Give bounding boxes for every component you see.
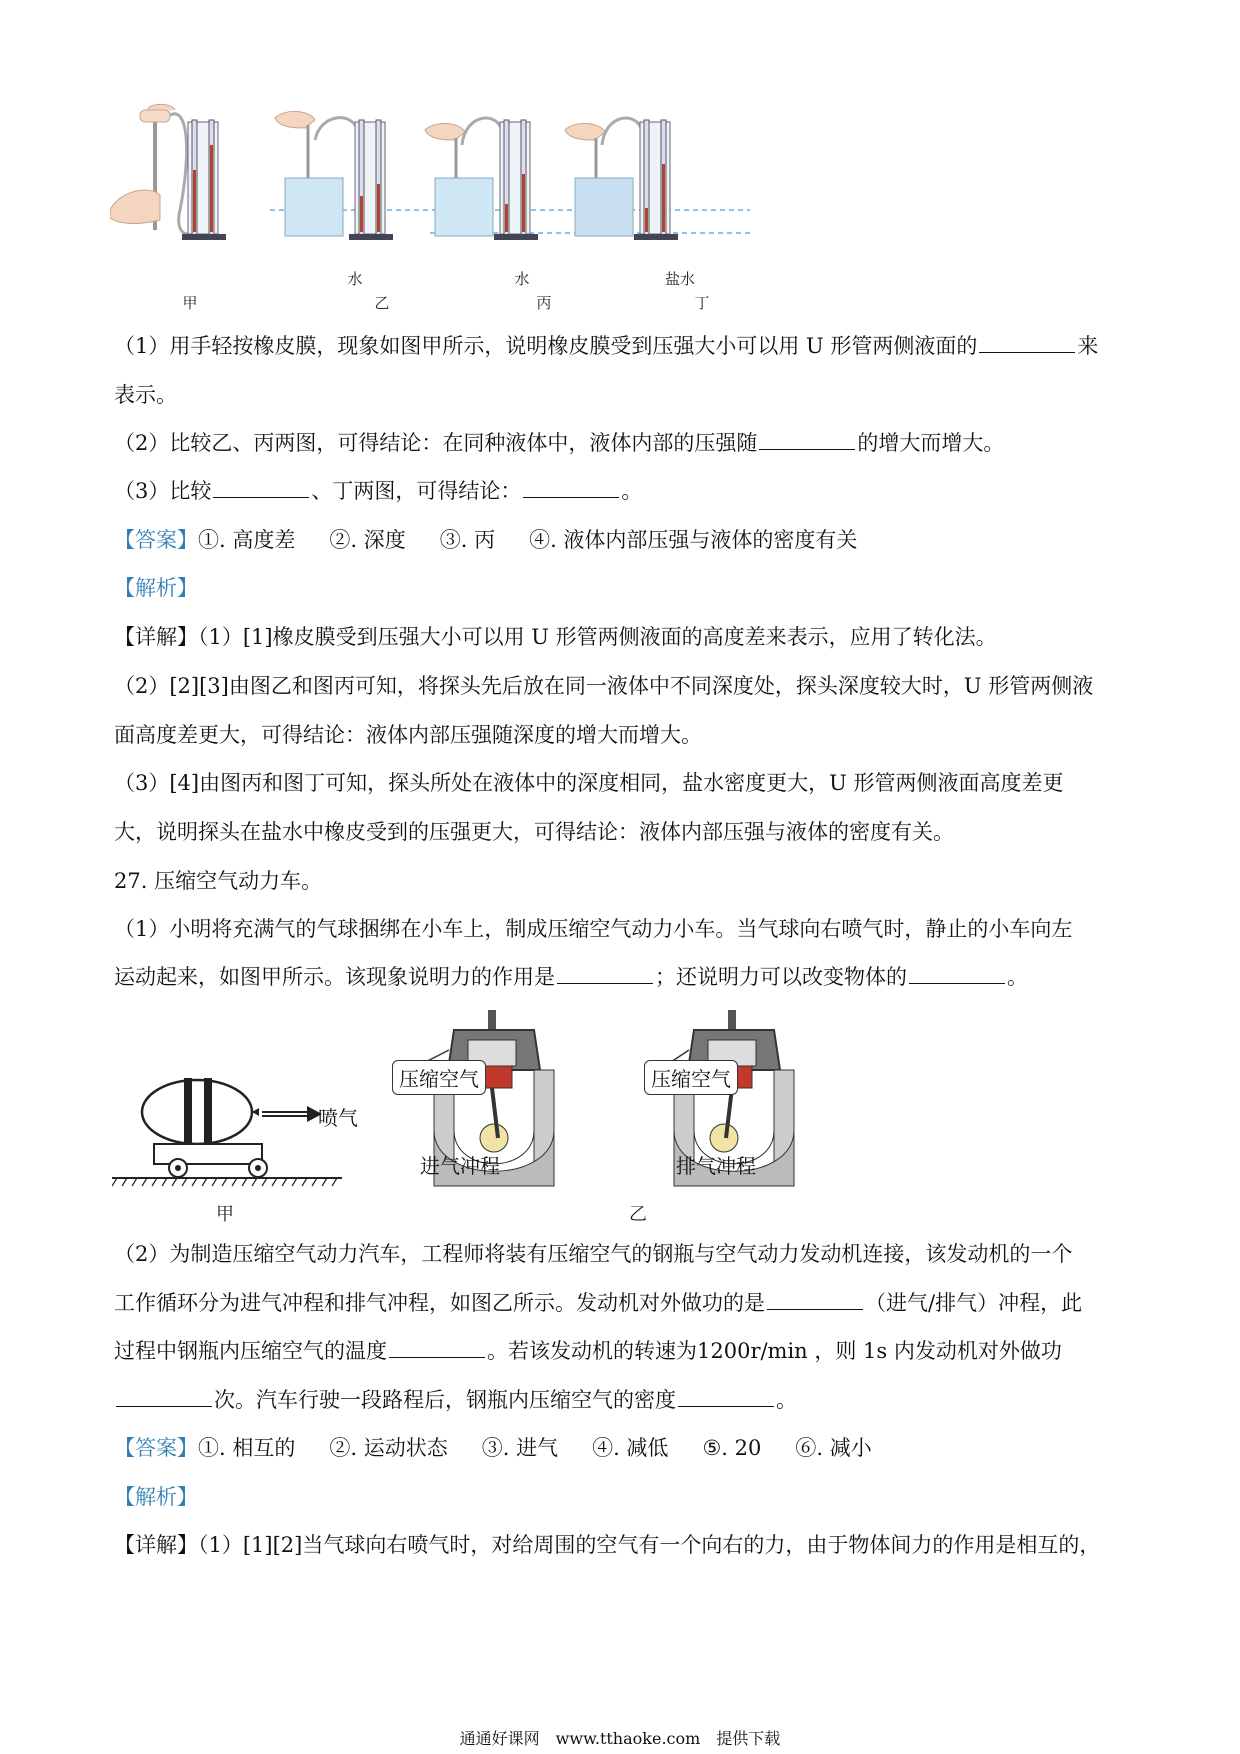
detail-text: （1）[1]橡皮膜受到压强大小可以用 U 形管两侧液面的高度差来表示，应用了转化法。 — [198, 625, 997, 649]
answer-blank[interactable] — [213, 479, 309, 498]
q26-part1-text: 表示。 — [114, 383, 177, 407]
q26-part2-text: 的增大而增大。 — [857, 431, 1005, 455]
detail-tag: 【详解】 — [114, 625, 198, 649]
answer-item: ①. 相互的 — [198, 1436, 296, 1460]
q26-part1-text: （1）用手轻按橡皮膜，现象如图甲所示，说明橡皮膜受到压强大小可以用 U 形管两侧液面的 — [114, 334, 978, 358]
answer-item: ④. 液体内部压强与液体的密度有关 — [529, 528, 858, 552]
caption-ding: 丁 — [694, 294, 710, 312]
answer-blank[interactable] — [557, 965, 653, 984]
detail-text: （1）[1][2]当气球向右喷气时，对给周围的空气有一个向右的力，由于物体间力的作用是相互的， — [198, 1533, 1101, 1557]
manometer-yi — [275, 111, 393, 240]
q26-part2 — [114, 428, 1124, 458]
q26-part3-text: 、丁两图，可得结论： — [311, 479, 522, 503]
q26-part3 — [114, 476, 1124, 506]
compressed-air-label-2: 压缩空气 — [644, 1060, 738, 1095]
manometer-bing — [425, 118, 538, 240]
footer-download-note: 通通好课网 www.tthaoke.com 提供下载 — [459, 1729, 781, 1748]
answer-blank[interactable] — [767, 1291, 863, 1310]
q27-part1b — [114, 962, 1124, 992]
answer-tag: 【答案】 — [114, 1436, 198, 1460]
answer-item: ⑤. 20 — [702, 1436, 762, 1460]
caption-bing: 丙 — [536, 294, 552, 312]
q27-part2b — [114, 1288, 1124, 1318]
q26-detail-3a: （3）[4]由图丙和图丁可知，探头所处在液体中的深度相同，盐水密度更大，U 形管两侧液面高度差更 — [114, 771, 1064, 795]
balloon-car-figure — [112, 1060, 352, 1190]
answer-blank[interactable] — [389, 1339, 485, 1358]
manometer-figure — [110, 100, 770, 280]
answer-tag: 【答案】 — [114, 528, 198, 552]
answer-blank[interactable] — [678, 1388, 774, 1407]
q26-part3-text: 。 — [621, 479, 643, 503]
caption-liquid-ding: 盐水 — [664, 270, 695, 288]
manometer-jia — [110, 104, 226, 240]
q27-part2-text: 。若该发动机的转速为1200r/min ，则 1s 内发动机对外做功 — [487, 1339, 1062, 1363]
analysis-tag: 【解析】 — [114, 1485, 198, 1509]
caption-liquid-yi: 水 — [347, 270, 363, 288]
q27-answer-line — [114, 1433, 1124, 1463]
answer-item: ③. 丙 — [439, 528, 496, 552]
q27-part2-text: 。 — [776, 1388, 797, 1412]
q26-detail-2a: （2）[2][3]由图乙和图丙可知，将探头先后放在同一液体中不同深度处，探头深度较大时，U 形管两侧液 — [114, 674, 1094, 698]
manometer-ding — [565, 118, 678, 240]
q27-part2-text: 次。汽车行驶一段路程后，钢瓶内压缩空气的密度 — [214, 1388, 676, 1412]
q27-part1-text: 运动起来，如图甲所示。该现象说明力的作用是 — [114, 965, 555, 989]
answer-blank[interactable] — [116, 1388, 212, 1407]
caption-jia-2: 甲 — [216, 1204, 234, 1225]
q26-detail-3b: 大，说明探头在盐水中橡皮受到的压强更大，可得结论：液体内部压强与液体的密度有关。 — [114, 820, 954, 844]
q27-part1a: （1）小明将充满气的气球捆绑在小车上，制成压缩空气动力小车。当气球向右喷气时，静止的小车向左 — [114, 917, 1073, 941]
q26-detail-2b: 面高度差更大，可得结论：液体内部压强随深度的增大而增大。 — [114, 723, 702, 747]
jet-label: 喷气 — [318, 1106, 358, 1130]
compressed-air-label-1: 压缩空气 — [392, 1060, 486, 1095]
caption-yi: 乙 — [374, 294, 390, 312]
answer-item: ①. 高度差 — [198, 528, 296, 552]
answer-blank[interactable] — [909, 965, 1005, 984]
q27-part2-text: 工作循环分为进气冲程和排气冲程，如图乙所示。发动机对外做功的是 — [114, 1291, 765, 1315]
answer-item: ②. 深度 — [329, 528, 406, 552]
q26-part1-line1 — [114, 331, 1124, 361]
q26-part3-text: （3）比较 — [114, 479, 212, 503]
analysis-tag: 【解析】 — [114, 576, 198, 600]
answer-blank[interactable] — [759, 431, 855, 450]
answer-item: ②. 运动状态 — [329, 1436, 448, 1460]
q26-part1-text: 来 — [1077, 334, 1099, 358]
answer-item: ④. 减低 — [592, 1436, 669, 1460]
q27-part2d — [114, 1385, 1124, 1415]
intake-stroke-label: 进气冲程 — [420, 1154, 500, 1178]
detail-tag: 【详解】 — [114, 1533, 198, 1557]
q26-part2-text: （2）比较乙、丙两图，可得结论：在同种液体中，液体内部的压强随 — [114, 431, 758, 455]
q27-part1-text: 。 — [1007, 965, 1028, 989]
q27-part2-text: 过程中钢瓶内压缩空气的温度 — [114, 1339, 387, 1363]
caption-jia: 甲 — [182, 294, 198, 312]
q26-detail-1 — [114, 622, 1124, 652]
q27-part2a: （2）为制造压缩空气动力汽车，工程师将装有压缩空气的钢瓶与空气动力发动机连接，该发动机的一个 — [114, 1242, 1073, 1266]
caption-yi-2: 乙 — [629, 1204, 647, 1225]
answer-item: ⑥. 减小 — [795, 1436, 872, 1460]
caption-liquid-bing: 水 — [514, 270, 530, 288]
answer-blank[interactable] — [979, 334, 1075, 353]
q27-detail-1 — [114, 1530, 1124, 1560]
q27-part2-text: （进气/排气）冲程，此 — [865, 1291, 1083, 1315]
exhaust-stroke-label: 排气冲程 — [676, 1154, 756, 1178]
answer-blank[interactable] — [523, 479, 619, 498]
answer-item: ③. 进气 — [481, 1436, 559, 1460]
q26-answer-line — [114, 525, 1124, 555]
q27-part1-text: ；还说明力可以改变物体的 — [655, 965, 907, 989]
q27-part2c — [114, 1336, 1124, 1366]
q26-part1-line2 — [114, 380, 1124, 410]
q27-title: 27. 压缩空气动力车。 — [114, 869, 323, 893]
